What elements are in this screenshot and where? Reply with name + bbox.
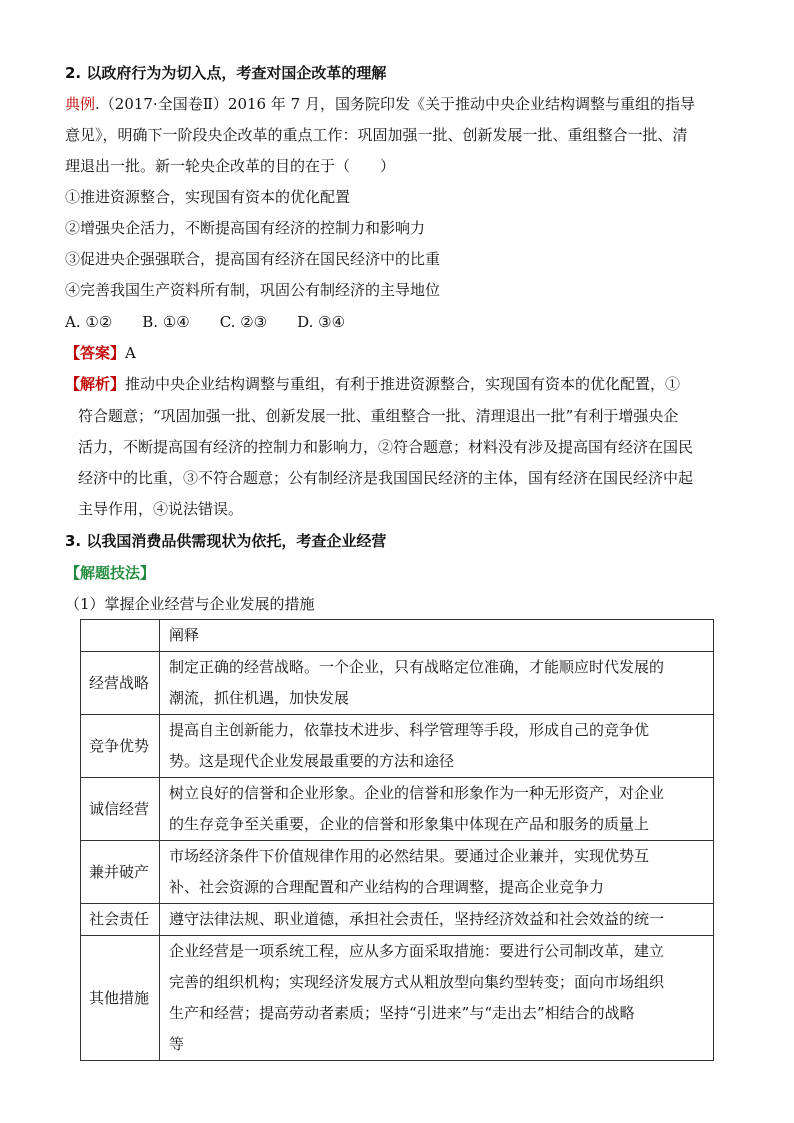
section-3-heading: 3. 以我国消费品供需现状为依托，考查企业经营	[65, 532, 387, 550]
table-row	[81, 841, 714, 904]
analysis-line-3: 活力，不断提高国有经济的控制力和影响力，②符合题意；材料没有涉及提高国有经济在国民	[78, 438, 694, 456]
example-line-1: 典例.（2017·全国卷Ⅱ）2016 年 7 月，国务院印发《关于推动中央企业结构调整与重组的指导	[65, 95, 695, 113]
row-key: 经营战略	[81, 652, 160, 715]
row-value: 提高自主创新能力，依靠技术进步、科学管理等手段，形成自己的竞争优 势。这是现代企业发展最重要的方法和途径	[160, 715, 714, 778]
section-2-heading: 2. 以政府行为为切入点，考查对国企改革的理解	[65, 64, 387, 82]
table-header-row	[81, 620, 714, 652]
header-cell-explanation: 阐释	[160, 620, 714, 652]
statement-1: ①推进资源整合，实现国有资本的优化配置	[65, 188, 351, 206]
row-key: 社会责任	[81, 904, 160, 936]
analysis-line-4: 经济中的比重，③不符合题意；公有制经济是我国国民经济的主体，国有经济在国民经济中起	[78, 469, 694, 487]
answer-line	[65, 343, 136, 363]
row-key: 竞争优势	[81, 715, 160, 778]
table-row	[81, 936, 714, 1061]
answer-choices: A. ①② B. ①④ C. ②③ D. ③④	[65, 313, 346, 331]
row-value: 制定正确的经营战略。一个企业，只有战略定位准确，才能顺应时代发展的 潮流，抓住机遇，加快发展	[160, 652, 714, 715]
statement-2: ②增强央企活力，不断提高国有经济的控制力和影响力	[65, 219, 426, 237]
measures-table	[80, 619, 714, 1061]
example-line-3: 理退出一批。新一轮央企改革的目的在于（ ）	[65, 157, 396, 175]
table-row	[81, 778, 714, 841]
answer-value: A	[125, 344, 136, 362]
statement-4: ④完善我国生产资料所有制，巩固公有制经济的主导地位	[65, 281, 441, 299]
tips-label: 【解题技法】	[65, 564, 156, 582]
row-value: 遵守法律法规、职业道德，承担社会责任，坚持经济效益和社会效益的统一	[160, 904, 714, 936]
analysis-line-5: 主导作用，④说法错误。	[78, 500, 244, 518]
row-key: 其他措施	[81, 936, 160, 1061]
header-cell-empty	[81, 620, 160, 652]
analysis-label: 【解析】	[65, 375, 126, 393]
answer-label: 【答案】	[65, 344, 126, 362]
analysis-line-1: 【解析】推动中央企业结构调整与重组，有利于推进资源整合，实现国有资本的优化配置，①	[65, 375, 681, 393]
table-row	[81, 904, 714, 936]
table-caption: （1）掌握企业经营与企业发展的措施	[65, 595, 315, 613]
row-value: 树立良好的信誉和企业形象。企业的信誉和形象作为一种无形资产，对企业 的生存竞争至关重要，企业的信誉和形象集中体现在产品和服务的质量上	[160, 778, 714, 841]
row-value: 市场经济条件下价值规律作用的必然结果。要通过企业兼并，实现优势互 补、社会资源的合理配置和产业结构的合理调整，提高企业竞争力	[160, 841, 714, 904]
table-row	[81, 652, 714, 715]
analysis-line-2: 符合题意；“巩固加强一批、创新发展一批、重组整合一批、清理退出一批”有利于增强央企	[78, 407, 679, 425]
statement-3: ③促进央企强强联合，提高国有经济在国民经济中的比重	[65, 250, 441, 268]
row-value: 企业经营是一项系统工程，应从多方面采取措施：要进行公司制改革，建立 完善的组织机构；实现经济发展方式从粗放型向集约型转变；面向市场组织 生产和经营；提高劳动者素质；坚持“引进来”与“走出去”相结合的战略 等	[160, 936, 714, 1061]
row-key: 诚信经营	[81, 778, 160, 841]
example-label: 典例	[65, 95, 96, 113]
table-row	[81, 715, 714, 778]
example-line-2: 意见》，明确下一阶段央企改革的重点工作：巩固加强一批、创新发展一批、重组整合一批、清	[65, 126, 688, 144]
row-key: 兼并破产	[81, 841, 160, 904]
